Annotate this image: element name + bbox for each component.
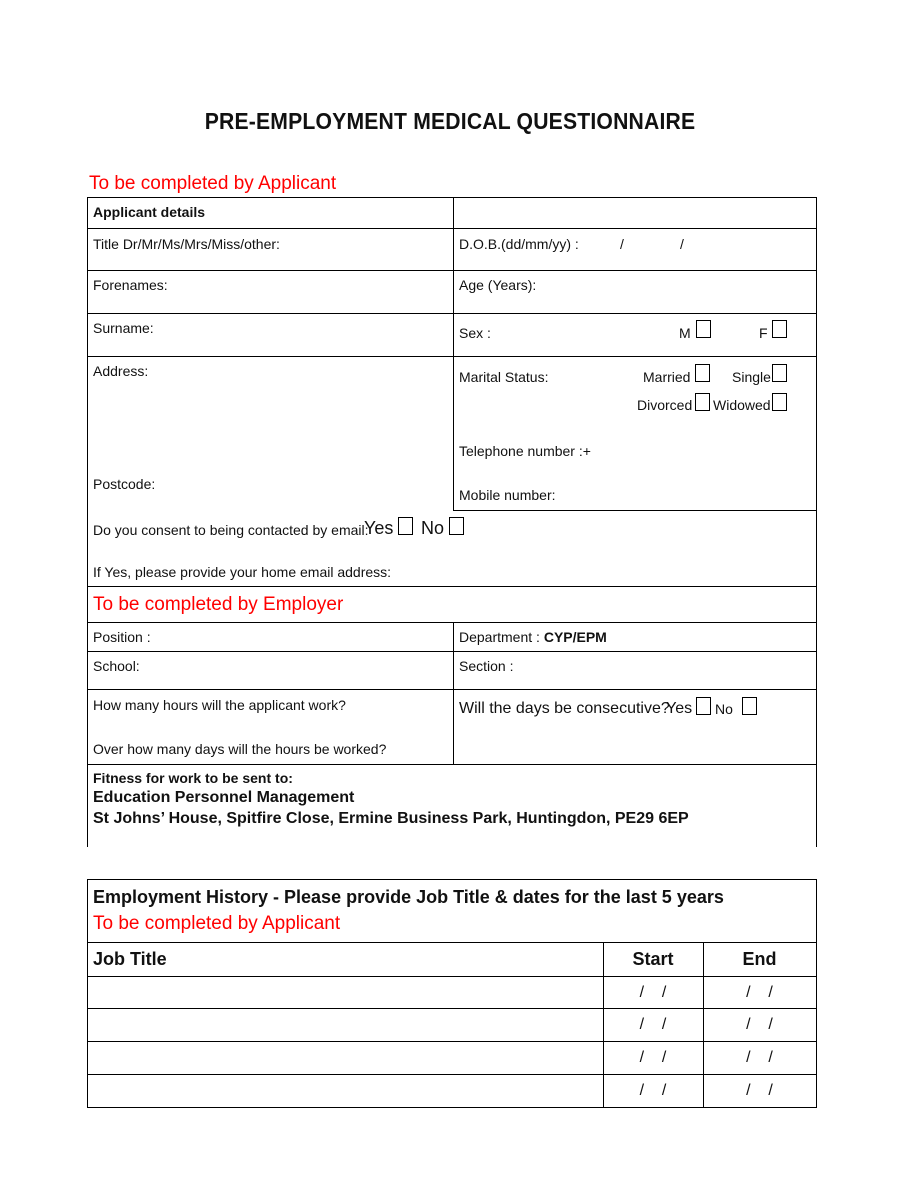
widowed-checkbox[interactable] [772,393,787,411]
position-field-label: Position : [93,629,151,645]
title-field-label: Title Dr/Mr/Ms/Mrs/Miss/other: [93,236,280,252]
forenames-field-label: Forenames: [93,277,168,293]
hours-field-label: How many hours will the applicant work? [93,697,346,713]
history-row-2-start[interactable]: / / [639,1016,667,1033]
dob-field-label: D.O.B.(dd/mm/yy) : [459,236,579,252]
sex-field-label: Sex : [459,325,491,341]
address-field-label: Address: [93,363,149,379]
history-row-2-end[interactable]: / / [746,1016,773,1033]
school-field-label: School: [93,658,140,674]
mobile-field-label: Mobile number: [459,487,556,503]
postcode-field-label: Postcode: [93,476,156,492]
divorced-label: Divorced [637,397,693,413]
consent-yes-label: Yes [364,518,394,538]
consent-no-label: No [421,518,445,538]
email-address-label: If Yes, please provide your home email address: [93,564,392,580]
age-field-label: Age (Years): [459,277,537,293]
consent-yes-checkbox[interactable] [398,517,413,535]
sex-f-checkbox[interactable] [772,320,787,338]
consent-no-checkbox[interactable] [449,517,464,535]
department-field-label: Department : [459,629,540,645]
widowed-label: Widowed [713,397,771,413]
divorced-checkbox[interactable] [695,393,710,411]
department-value: CYP/EPM [543,629,607,645]
applicant-details-label: Applicant details [93,204,206,220]
married-checkbox[interactable] [695,364,710,382]
history-row-1-end[interactable]: / / [746,984,773,1001]
consecutive-yes-checkbox[interactable] [696,697,711,715]
column-header-end: End [742,949,777,969]
telephone-field-label: Telephone number :+ [459,443,591,459]
history-row-3-end[interactable]: / / [746,1049,773,1066]
employment-history-subheading: To be completed by Applicant [93,913,341,934]
fitness-sent-to-label: Fitness for work to be sent to: [93,770,293,786]
days-field-label: Over how many days will the hours be worked? [93,741,387,757]
single-checkbox[interactable] [772,364,787,382]
sex-m-label: M [679,325,691,341]
fitness-address: St Johns’ House, Spitfire Close, Ermine Business Park, Huntingdon, PE29 6EP [93,810,689,827]
dob-separator-1: / [620,236,624,252]
marital-status-label: Marital Status: [459,369,549,385]
consecutive-days-label: Will the days be consecutive? [459,700,670,717]
applicant-section-header: To be completed by Applicant [89,173,337,194]
dob-separator-2: / [680,236,684,252]
page-title: PRE-EMPLOYMENT MEDICAL QUESTIONNAIRE [204,108,696,134]
email-consent-label: Do you consent to being contacted by email: [93,522,369,538]
department-field [459,629,607,645]
history-row-4-start[interactable]: / / [639,1082,667,1099]
employment-history-heading: Employment History - Please provide Job Title & dates for the last 5 years [93,887,724,907]
married-label: Married [643,369,691,385]
sex-f-label: F [759,325,768,341]
surname-field-label: Surname: [93,320,154,336]
column-header-start: Start [632,949,674,969]
single-label: Single [732,369,771,385]
history-row-1-start[interactable]: / / [639,984,667,1001]
sex-m-checkbox[interactable] [696,320,711,338]
consecutive-no-checkbox[interactable] [742,697,757,715]
column-header-job-title: Job Title [93,949,167,969]
history-row-3-start[interactable]: / / [639,1049,667,1066]
consecutive-yes-label: Yes [666,700,693,717]
fitness-organisation: Education Personnel Management [93,789,355,806]
employer-section-header: To be completed by Employer [93,594,344,615]
consecutive-no-label: No [715,701,733,717]
section-field-label: Section : [459,658,514,674]
history-row-4-end[interactable]: / / [746,1082,773,1099]
